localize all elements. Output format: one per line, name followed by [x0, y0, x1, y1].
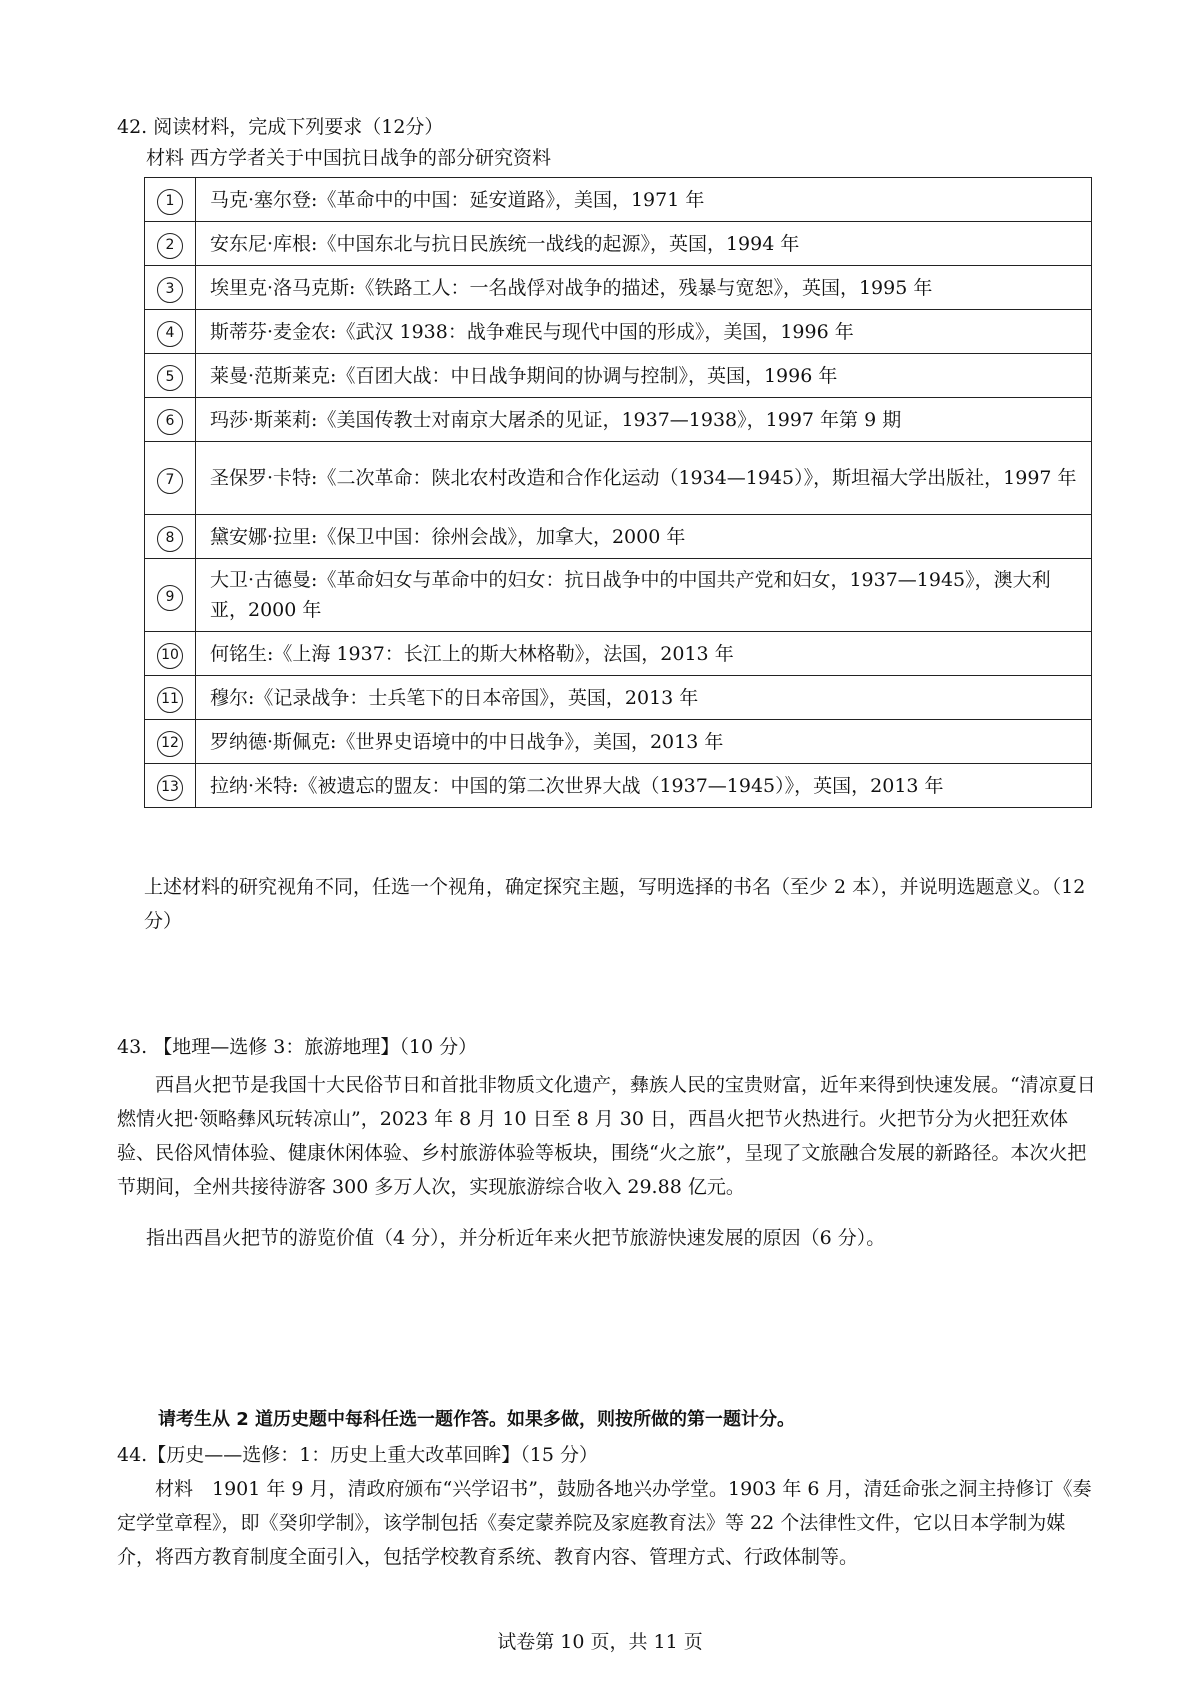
question-42-prompt: 上述材料的研究视角不同，任选一个视角，确定探究主题，写明选择的书名（至少 2 本），并说明选题意义。（12 分） [144, 876, 1086, 932]
reference-text: 埃里克·洛马克斯:《铁路工人：一名战俘对战争的描述，残暴与宽恕》，英国，1995 年 [196, 266, 1092, 310]
circled-number: 11 [157, 687, 183, 713]
reference-row [145, 398, 1092, 442]
circled-number: 10 [157, 643, 183, 669]
reference-text: 何铭生:《上海 1937：长江上的斯大林格勒》，法国，2013 年 [196, 632, 1092, 676]
reference-row [145, 559, 1092, 632]
reference-number [145, 222, 196, 266]
circled-number: 6 [157, 409, 183, 435]
reference-text: 罗纳德·斯佩克:《世界史语境中的中日战争》，美国，2013 年 [196, 720, 1092, 764]
reference-row [145, 632, 1092, 676]
reference-row [145, 310, 1092, 354]
reference-text: 斯蒂芬·麦金农:《武汉 1938：战争难民与现代中国的形成》，美国，1996 年 [196, 310, 1092, 354]
circled-number: 7 [157, 468, 183, 494]
references-table [144, 177, 1092, 808]
reference-text: 穆尔:《记录战争：士兵笔下的日本帝国》，英国，2013 年 [196, 676, 1092, 720]
circled-number: 5 [157, 365, 183, 391]
circled-number: 13 [157, 775, 183, 801]
reference-number [145, 442, 196, 515]
reference-number [145, 676, 196, 720]
reference-text: 莱曼·范斯莱克:《百团大战：中日战争期间的协调与控制》，英国，1996 年 [196, 354, 1092, 398]
circled-number: 1 [157, 189, 183, 215]
reference-number [145, 354, 196, 398]
reference-number [145, 559, 196, 632]
reference-row [145, 676, 1092, 720]
exam-instruction-note: 请考生从 2 道历史题中每科任选一题作答。如果多做，则按所做的第一题计分。 [158, 1409, 796, 1430]
reference-row [145, 266, 1092, 310]
question-44-title: 44.【历史——选修：1：历史上重大改革回眸】（15 分） [117, 1444, 599, 1466]
reference-text: 黛安娜·拉里:《保卫中国：徐州会战》，加拿大，2000 年 [196, 515, 1092, 559]
reference-row [145, 222, 1092, 266]
page-footer: 试卷第 10 页，共 11 页 [497, 1631, 703, 1653]
circled-number: 3 [157, 277, 183, 303]
reference-row [145, 178, 1092, 222]
reference-text: 马克·塞尔登:《革命中的中国：延安道路》，美国，1971 年 [196, 178, 1092, 222]
reference-row [145, 354, 1092, 398]
reference-row [145, 515, 1092, 559]
reference-number [145, 515, 196, 559]
question-43-body: 西昌火把节是我国十大民俗节日和首批非物质文化遗产，彝族人民的宝贵财富，近年来得到快速发展。“清凉夏日燃情火把·领略彝风玩转凉山”，2023 年 8 月 10 日至 8 月 30 日，西昌火把节火热进行。火把节分为火把狂欢体验、民俗风情体验、健康休闲体验、乡村旅游体验等板块，围绕“火之旅”，呈现了文旅融合发展的新路径。本次火把节期间，全州共接待游客 300 多万人次，实现旅游综合收入 29.88 亿元。 [117, 1074, 1096, 1198]
reference-number [145, 632, 196, 676]
reference-text: 圣保罗·卡特:《二次革命：陕北农村改造和合作化运动（1934—1945）》，斯坦福大学出版社，1997 年 [196, 442, 1092, 515]
reference-number [145, 266, 196, 310]
reference-text: 玛莎·斯莱莉:《美国传教士对南京大屠杀的见证，1937—1938》，1997 年第 9 期 [196, 398, 1092, 442]
reference-number [145, 764, 196, 808]
reference-number [145, 398, 196, 442]
question-43-ask: 指出西昌火把节的游览价值（4 分），并分析近年来火把节旅游快速发展的原因（6 分）。 [146, 1227, 886, 1249]
reference-number [145, 178, 196, 222]
circled-number: 2 [157, 233, 183, 259]
reference-number [145, 720, 196, 764]
question-42-title: 42. 阅读材料，完成下列要求（12分） [117, 116, 444, 138]
reference-text: 大卫·古德曼:《革命妇女与革命中的妇女：抗日战争中的中国共产党和妇女，1937—1945》，澳大利亚，2000 年 [196, 559, 1092, 632]
reference-row [145, 442, 1092, 515]
circled-number: 12 [157, 731, 183, 757]
reference-text: 拉纳·米特:《被遗忘的盟友：中国的第二次世界大战（1937—1945）》，英国，2013 年 [196, 764, 1092, 808]
reference-row [145, 720, 1092, 764]
reference-row [145, 764, 1092, 808]
material-caption: 材料 西方学者关于中国抗日战争的部分研究资料 [146, 147, 552, 169]
reference-number [145, 310, 196, 354]
circled-number: 4 [157, 321, 183, 347]
circled-number: 9 [157, 585, 183, 611]
circled-number: 8 [157, 526, 183, 552]
question-43-title: 43. 【地理—选修 3：旅游地理】（10 分） [117, 1036, 478, 1058]
reference-text: 安东尼·库根:《中国东北与抗日民族统一战线的起源》，英国，1994 年 [196, 222, 1092, 266]
question-44-body: 材料 1901 年 9 月，清政府颁布“兴学诏书”，鼓励各地兴办学堂。1903 年 6 月，清廷命张之洞主持修订《奏定学堂章程》，即《癸卯学制》，该学制包括《奏定蒙养院及家庭教育法》等 22 个法律性文件，它以日本学制为媒介，将西方教育制度全面引入，包括学校教育系统、教育内容、管理方式、行政体制等。 [117, 1478, 1092, 1568]
